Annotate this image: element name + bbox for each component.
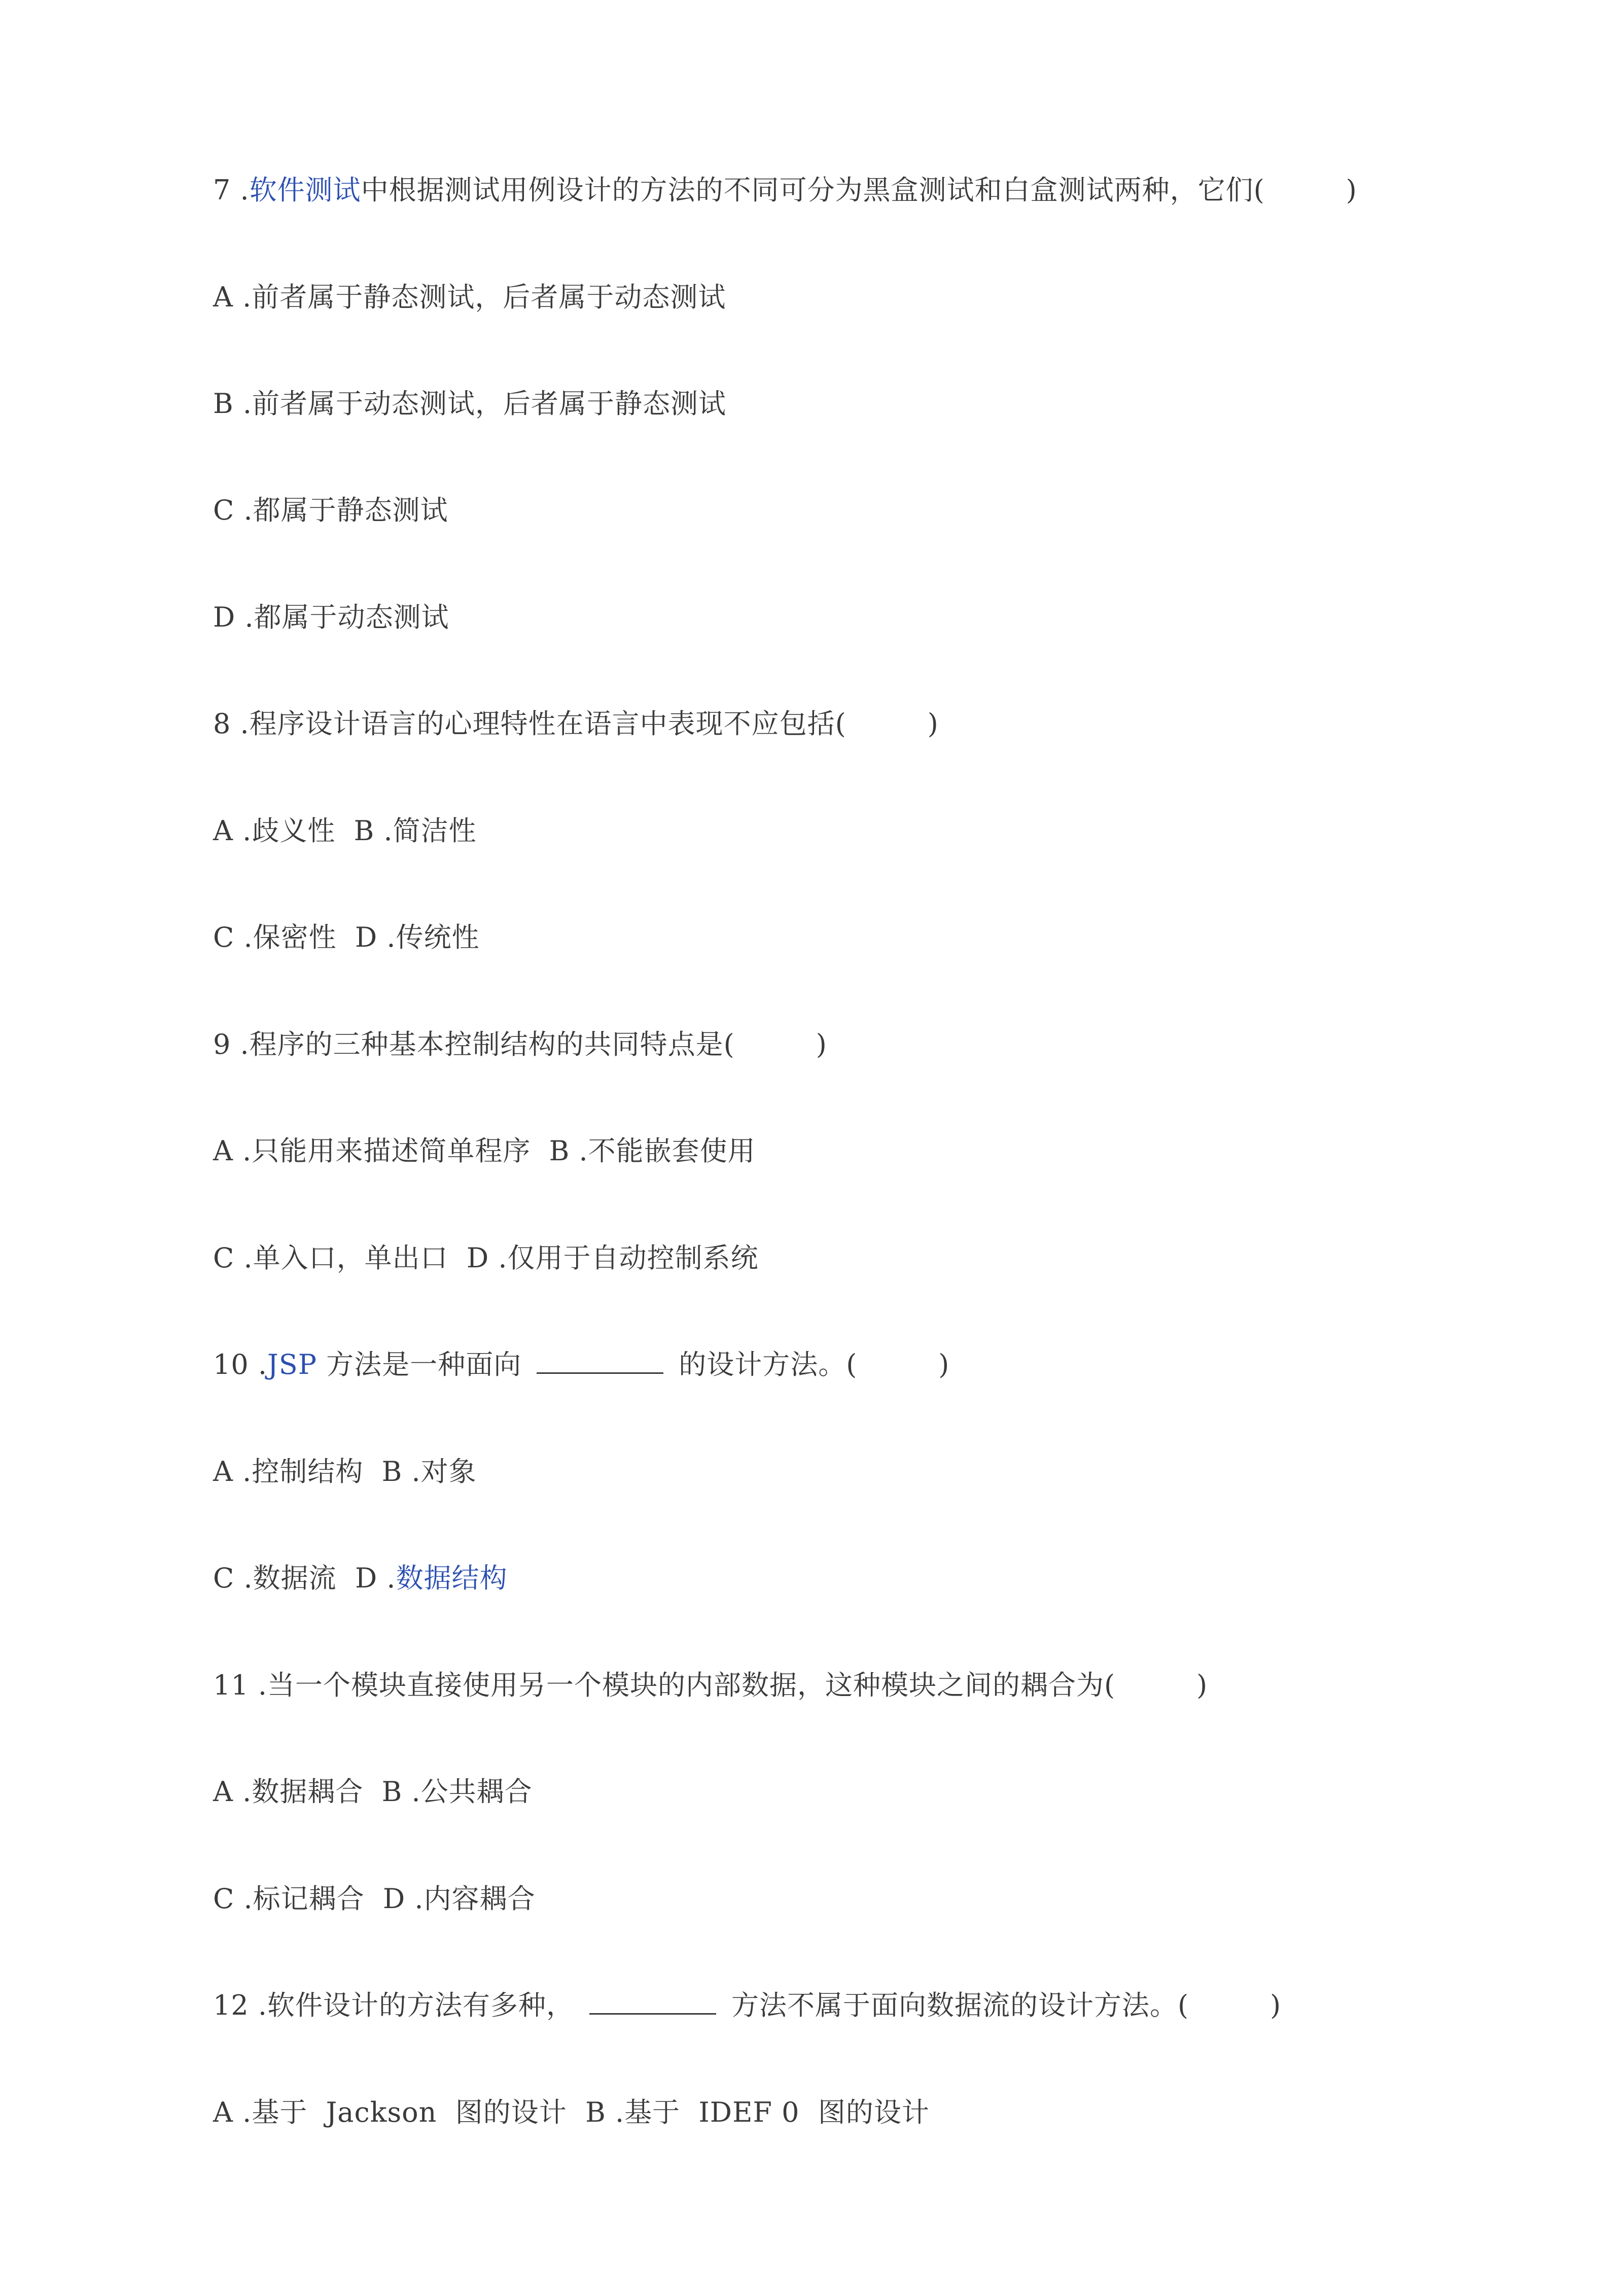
question-number: 8 . bbox=[213, 708, 250, 740]
option-line: A .前者属于静态测试，后者属于动态测试 bbox=[213, 281, 726, 313]
question-text: 程序的三种基本控制结构的共同特点是( bbox=[249, 1028, 735, 1060]
question-9 bbox=[213, 1024, 827, 1065]
question-text: 的设计方法。( bbox=[679, 1349, 858, 1380]
question-number: 12 . bbox=[213, 1989, 268, 2021]
close-paren: ) bbox=[1196, 1669, 1208, 1701]
question-text: 程序设计语言的心理特性在语言中表现不应包括( bbox=[249, 708, 846, 740]
option-line: A .数据耦合 B .公共耦合 bbox=[213, 1776, 533, 1808]
question-text: 当一个模块直接使用另一个模块的内部数据，这种模块之间的耦合为( bbox=[267, 1669, 1116, 1701]
question-text: 中根据测试用例设计的方法的不同可分为黑盒测试和白盒测试两种，它们( bbox=[361, 174, 1265, 206]
link-data-structure[interactable]: 数据结构 bbox=[396, 1562, 508, 1594]
option-line bbox=[213, 1558, 508, 1599]
question-text: 方法是一种面向 bbox=[317, 1349, 522, 1380]
option-line: B .前者属于动态测试，后者属于静态测试 bbox=[213, 388, 727, 420]
option-line: A .歧义性 B .简洁性 bbox=[213, 815, 477, 847]
question-number: 9 . bbox=[213, 1028, 250, 1060]
answer-blank bbox=[589, 1990, 716, 2015]
question-12 bbox=[213, 1985, 1281, 2026]
option-line: A .基于 Jackson 图的设计 B .基于 IDEF 0 图的设计 bbox=[213, 2096, 930, 2128]
question-text: 方法不属于面向数据流的设计方法。( bbox=[731, 1989, 1189, 2021]
question-7 bbox=[213, 170, 1357, 211]
close-paren: ) bbox=[1270, 1989, 1282, 2021]
close-paren: ) bbox=[816, 1028, 827, 1060]
option-line: C .标记耦合 D .内容耦合 bbox=[213, 1883, 536, 1915]
link-software-testing[interactable]: 软件测试 bbox=[249, 174, 361, 206]
close-paren: ) bbox=[938, 1349, 950, 1380]
question-11 bbox=[213, 1665, 1208, 1706]
close-paren: ) bbox=[1346, 174, 1357, 206]
question-8 bbox=[213, 704, 939, 744]
option-line: D .都属于动态测试 bbox=[213, 601, 449, 633]
question-10 bbox=[213, 1344, 949, 1385]
question-number: 11 . bbox=[213, 1669, 268, 1701]
question-text: 软件设计的方法有多种， bbox=[267, 1989, 575, 2021]
option-line: C .都属于静态测试 bbox=[213, 494, 448, 526]
link-jsp[interactable]: JSP bbox=[267, 1349, 317, 1380]
option-line: A .控制结构 B .对象 bbox=[213, 1456, 477, 1488]
option-text: C .数据流 D . bbox=[213, 1562, 396, 1594]
option-line: C .保密性 D .传统性 bbox=[213, 921, 480, 953]
answer-blank bbox=[537, 1349, 663, 1374]
close-paren: ) bbox=[927, 708, 939, 740]
question-number: 10 . bbox=[213, 1349, 268, 1380]
option-line: C .单入口，单出口 D .仅用于自动控制系统 bbox=[213, 1242, 759, 1274]
question-number: 7 . bbox=[213, 174, 250, 206]
option-line: A .只能用来描述简单程序 B .不能嵌套使用 bbox=[213, 1135, 756, 1167]
